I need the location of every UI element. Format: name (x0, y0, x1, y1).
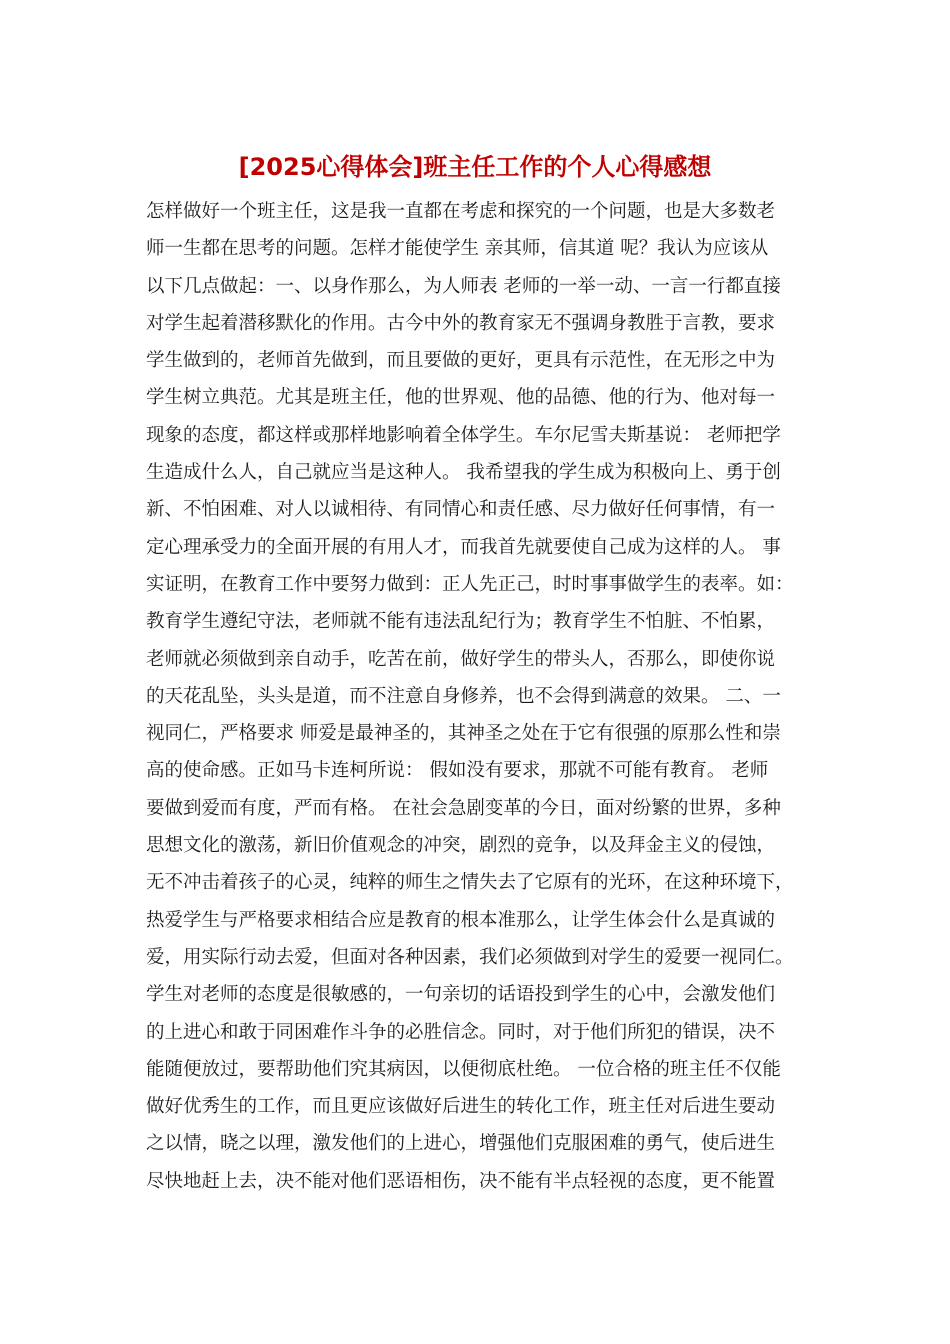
body-text-line: 以下几点做起：一、以身作那么，为人师表 老师的一举一动、一言一行都直接 (146, 275, 781, 297)
body-text-line: 师一生都在思考的问题。怎样才能使学生 亲其师，信其道 呢？我认为应该从 (146, 238, 769, 260)
body-text-line: 之以情，晓之以理，激发他们的上进心，增强他们克服困难的勇气，使后进生 (146, 1133, 776, 1155)
body-text-line: 教育学生遵纪守法，老师就不能有违法乱纪行为；教育学生不怕脏、不怕累， (146, 611, 776, 633)
body-text-line: 的上进心和敢于同困难作斗争的必胜信念。同时，对于他们所犯的错误，决不 (146, 1021, 776, 1043)
body-text-line: 生造成什么人，自己就应当是这种人。 我希望我的学生成为积极向上、勇于创 (146, 462, 781, 484)
body-text-line: 学生做到的，老师首先做到，而且要做的更好，更具有示范性，在无形之中为 (146, 350, 776, 372)
document-body (146, 166, 806, 1200)
body-text-line: 做好优秀生的工作，而且更应该做好后进生的转化工作，班主任对后进生要动 (146, 1096, 776, 1118)
body-text-line: 高的使命感。正如马卡连柯所说： 假如没有要求，那就不可能有教育。 老师 (146, 760, 769, 782)
body-text-line: 老师就必须做到亲自动手，吃苦在前，做好学生的带头人，否那么，即使你说 (146, 648, 776, 670)
body-text-line: 新、不怕困难、对人以诚相待、有同情心和责任感、尽力做好任何事情，有一 (146, 499, 776, 521)
body-text-line: 能随便放过，要帮助他们究其病因，以便彻底杜绝。 一位合格的班主任不仅能 (146, 1058, 781, 1080)
body-text-line: 学生对老师的态度是很敏感的，一句亲切的话语投到学生的心中，会激发他们 (146, 984, 776, 1006)
body-text-line: 视同仁，严格要求 师爱是最神圣的，其神圣之处在于它有很强的原那么性和崇 (146, 723, 781, 745)
body-text-line: 无不冲击着孩子的心灵，纯粹的师生之情失去了它原有的光环，在这种环境下， (146, 872, 794, 894)
body-text-line: 现象的态度，都这样或那样地影响着全体学生。车尔尼雪夫斯基说： 老师把学 (146, 424, 781, 446)
document-title: [2025心得体会]班主任工作的个人心得感想 (238, 153, 712, 181)
body-text-line: 要做到爱而有度，严而有格。 在社会急剧变革的今日，面对纷繁的世界，多种 (146, 797, 781, 819)
body-text-line: 对学生起着潜移默化的作用。古今中外的教育家无不强调身教胜于言教，要求 (146, 312, 776, 334)
body-text-line: 定心理承受力的全面开展的有用人才，而我首先就要使自己成为这样的人。 事 (146, 536, 781, 558)
body-text-line: 学生树立典范。尤其是班主任，他的世界观、他的品德、他的行为、他对每一 (146, 387, 776, 409)
body-text-line: 怎样做好一个班主任，这是我一直都在考虑和探究的一个问题，也是大多数老 (146, 201, 776, 222)
body-text-line: 尽快地赶上去，决不能对他们恶语相伤，决不能有半点轻视的态度，更不能置 (146, 1170, 776, 1192)
body-text-line: 爱，用实际行动去爱，但面对各种因素，我们必须做到对学生的爱要一视同仁。 (146, 946, 794, 968)
body-text-line: 实证明，在教育工作中要努力做到：正人先正己，时时事事做学生的表率。如： (146, 573, 794, 595)
body-text-line: 思想文化的激荡，新旧价值观念的冲突，剧烈的竞争，以及拜金主义的侵蚀， (146, 835, 776, 857)
body-text-line: 热爱学生与严格要求相结合应是教育的根本准那么，让学生体会什么是真诚的 (146, 909, 776, 931)
body-text-line: 的天花乱坠，头头是道，而不注意自身修养，也不会得到满意的效果。 二、一 (146, 685, 781, 707)
